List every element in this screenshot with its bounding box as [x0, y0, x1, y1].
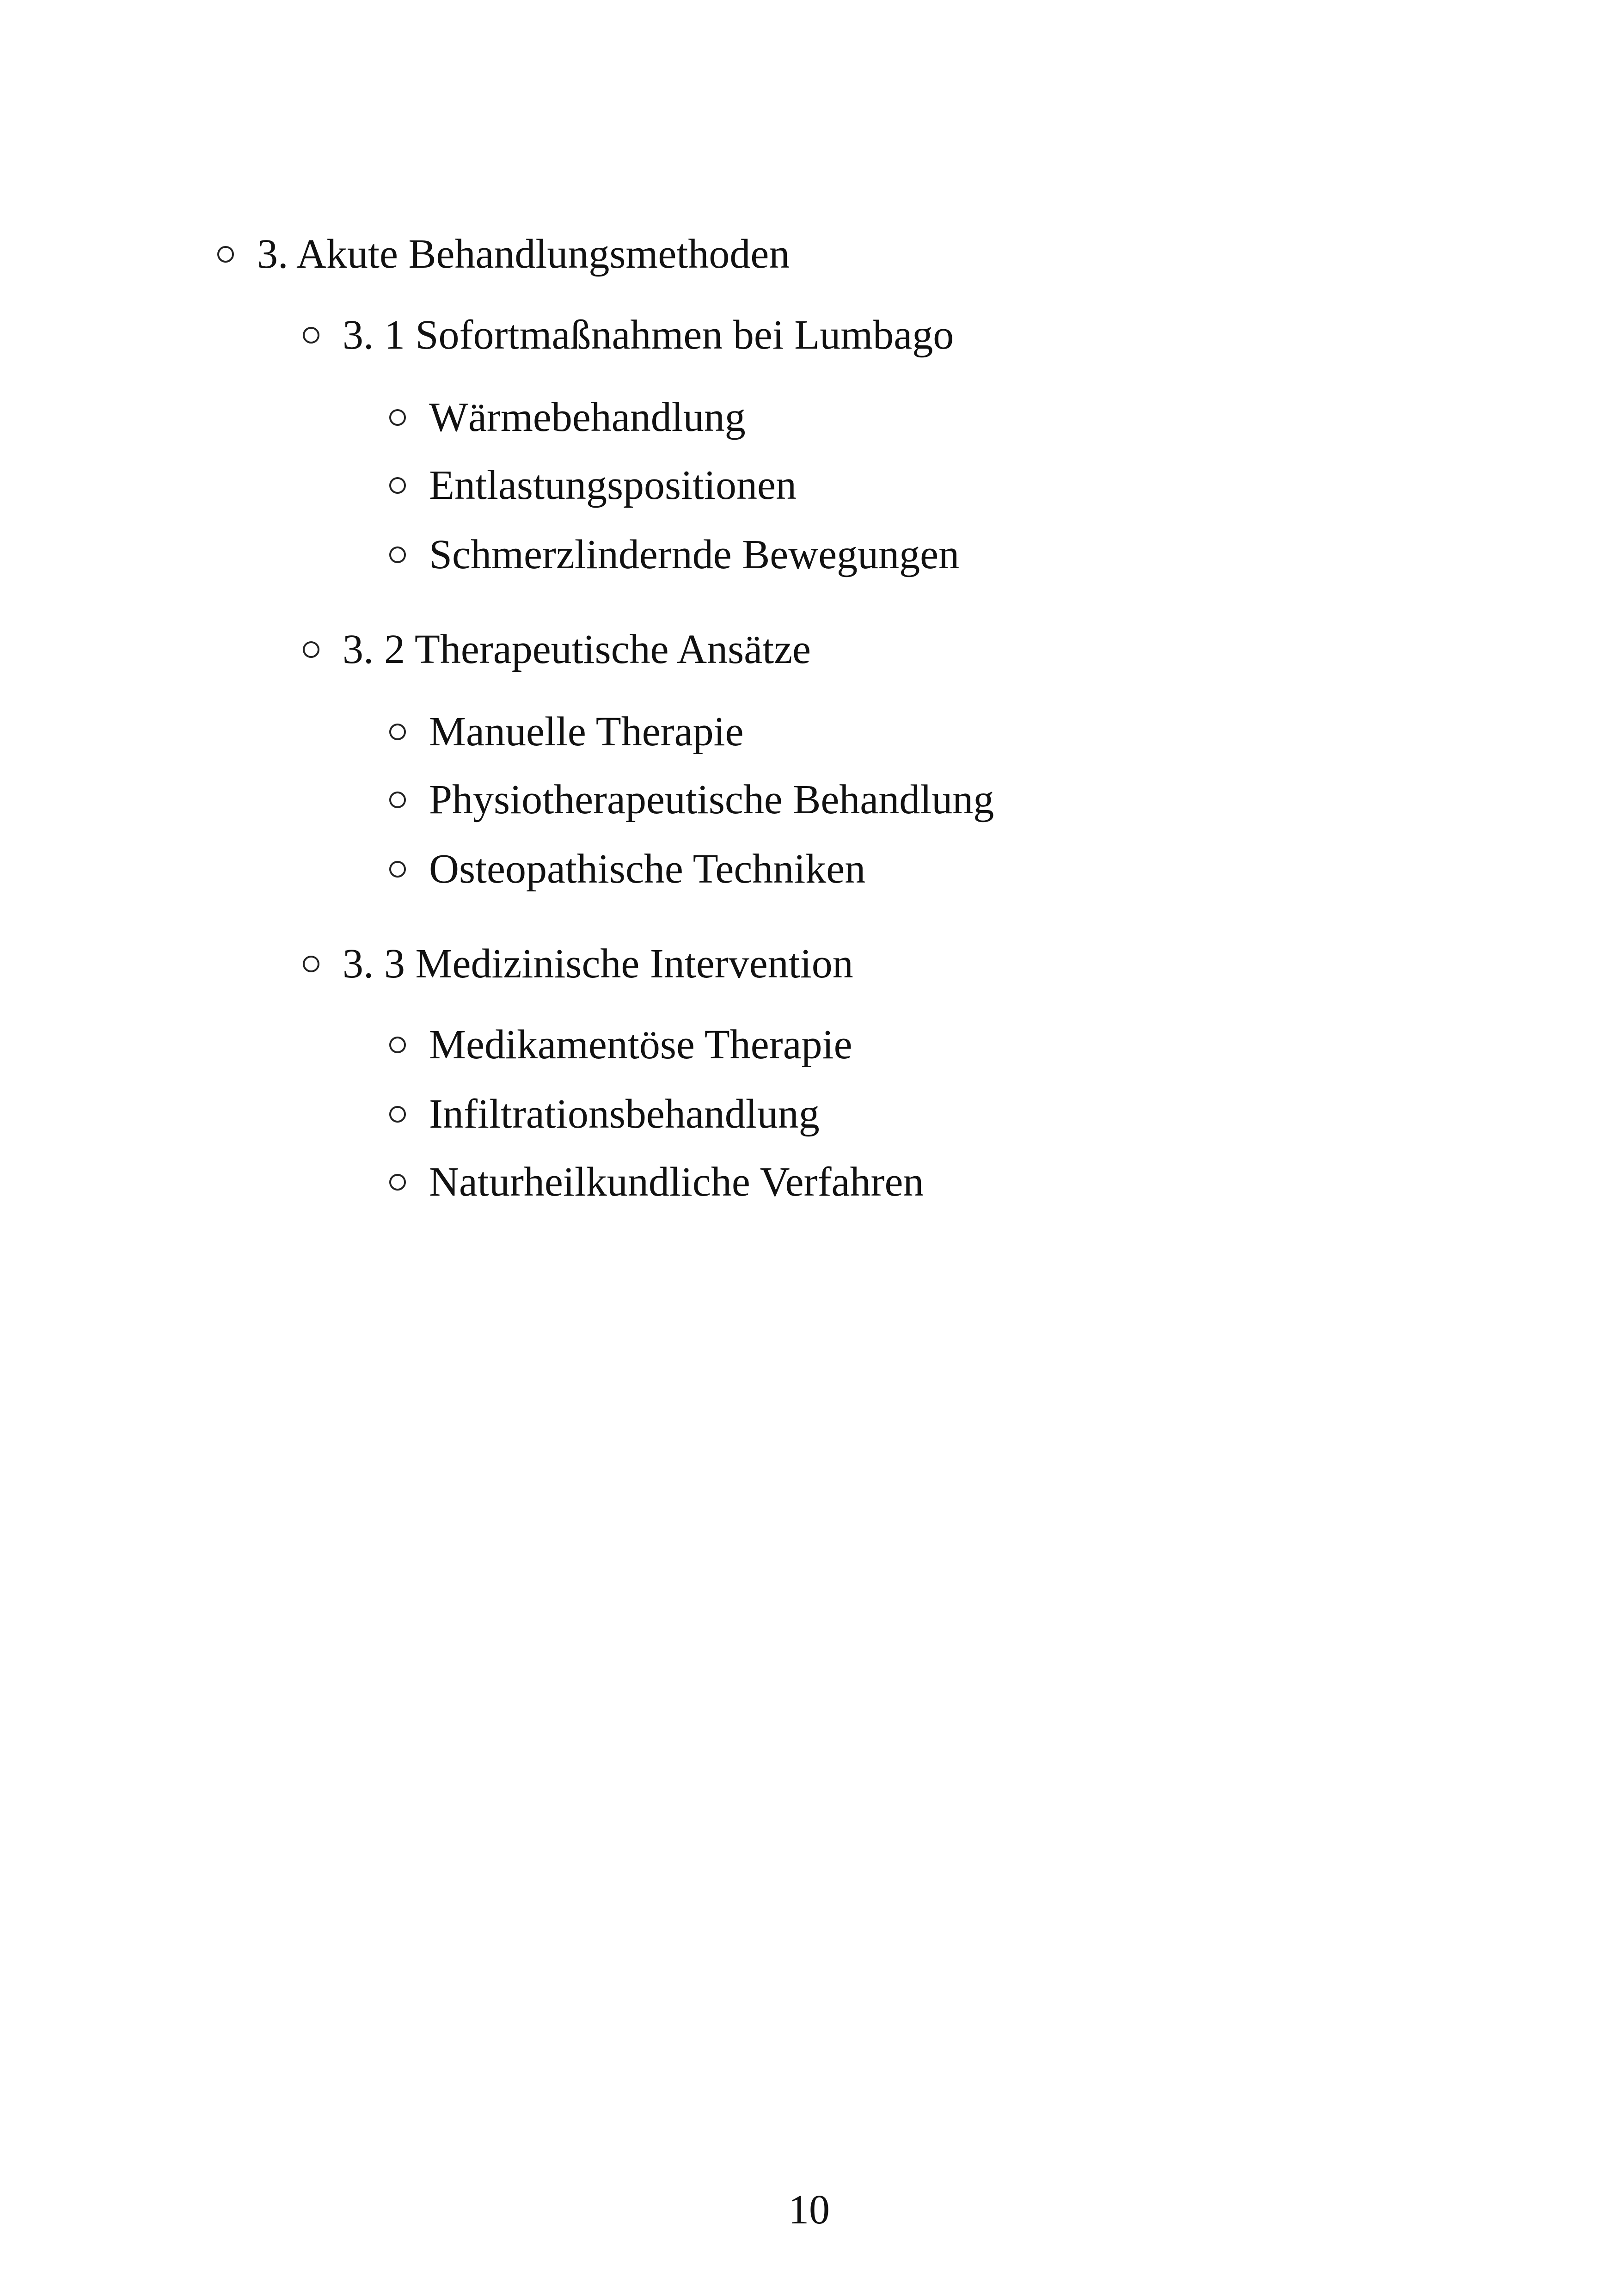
outline-heading — [217, 227, 790, 282]
list-item-label: Infiltrationsbehandlung — [429, 1091, 820, 1137]
list-item-label: Wärmebehandlung — [429, 394, 746, 440]
circle-bullet-icon — [389, 546, 406, 563]
page-number: 10 — [788, 2187, 830, 2233]
circle-bullet-icon — [389, 1174, 406, 1191]
list-item-label: Entlastungspositionen — [429, 462, 797, 508]
circle-bullet-icon — [303, 641, 319, 658]
circle-bullet-icon — [389, 1106, 406, 1123]
section-title-label: 3. 1 Sofortmaßnahmen bei Lumbago — [343, 312, 954, 358]
circle-bullet-icon — [303, 956, 319, 972]
list-item — [389, 772, 994, 828]
list-item — [389, 841, 865, 897]
section-title-label: 3. 3 Medizinische Intervention — [343, 941, 853, 987]
circle-bullet-icon — [389, 792, 406, 808]
list-item — [389, 1154, 924, 1210]
circle-bullet-icon — [389, 1037, 406, 1053]
list-item-label: Schmerzlindernde Bewegungen — [429, 532, 960, 577]
circle-bullet-icon — [389, 861, 406, 878]
list-item-label: Physiotherapeutische Behandlung — [429, 777, 994, 823]
circle-bullet-icon — [217, 246, 234, 263]
outline-heading-label: 3. Akute Behandlungsmethoden — [257, 231, 790, 277]
section-title — [303, 936, 853, 992]
list-item-label: Naturheilkundliche Verfahren — [429, 1159, 924, 1205]
section-title-label: 3. 2 Therapeutische Ansätze — [343, 626, 811, 672]
list-item — [389, 527, 959, 583]
list-item — [389, 458, 797, 513]
list-item-label: Osteopathische Techniken — [429, 846, 866, 892]
list-item-label: Medikamentöse Therapie — [429, 1022, 852, 1068]
section-title — [303, 622, 811, 677]
circle-bullet-icon — [389, 409, 406, 426]
circle-bullet-icon — [303, 327, 319, 344]
circle-bullet-icon — [389, 477, 406, 494]
list-item — [389, 704, 744, 760]
list-item — [389, 390, 746, 445]
list-item — [389, 1087, 820, 1142]
list-item-label: Manuelle Therapie — [429, 709, 744, 755]
circle-bullet-icon — [389, 724, 406, 740]
list-item — [389, 1017, 852, 1073]
section-title — [303, 307, 954, 363]
